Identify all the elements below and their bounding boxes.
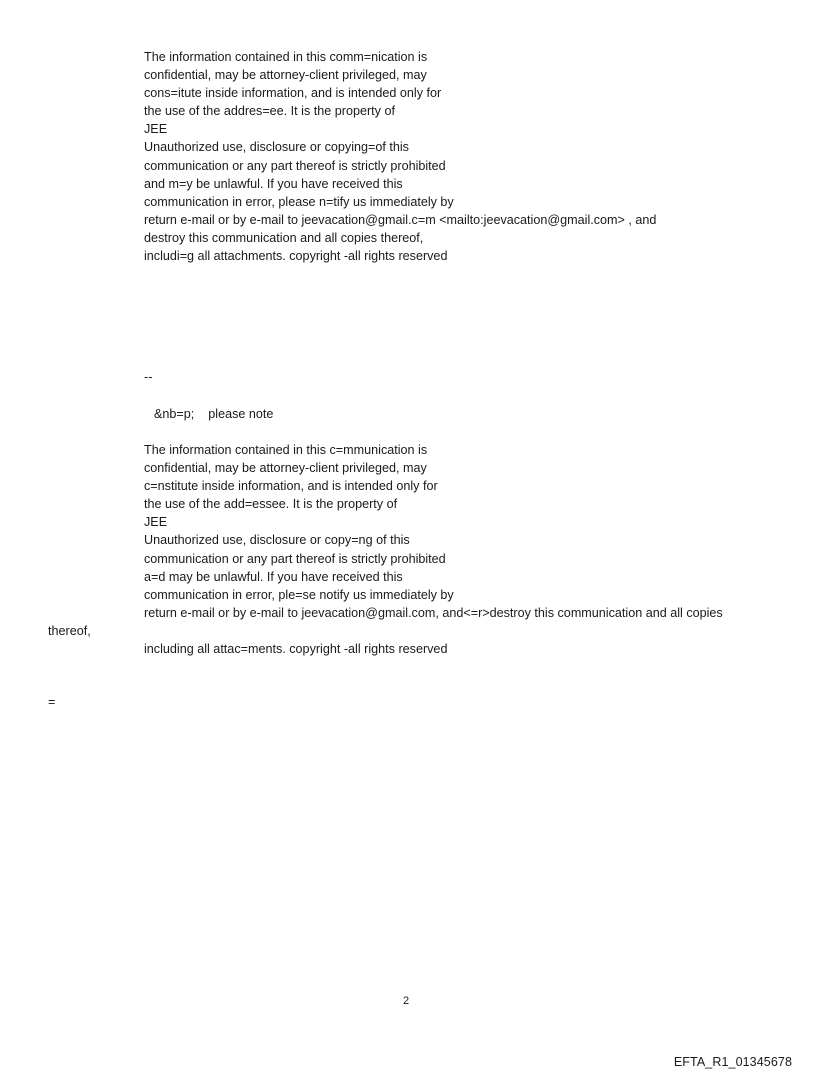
notice1-line: Unauthorized use, disclosure or copying=of this [144,140,409,155]
notice2-line: Unauthorized use, disclosure or copy=ng of this [144,533,410,548]
notice1-line: includi=g all attachments. copyright -all rights reserved [144,249,448,264]
confidentiality-notice-1 [144,48,656,265]
notice1-line: destroy this communication and all copies thereof, [144,230,424,245]
notice2-line: JEE [144,515,168,530]
please-note-line: &nb=p; please note [154,407,274,421]
notice2-line: return e-mail or by e-mail to jeevacation@gmail.com, and<=r>destroy this communication and all copies [144,605,723,620]
notice1-line: cons=itute inside information, and is intended only for [144,86,442,101]
notice2-line: communication or any part thereof is strictly prohibited [144,551,446,566]
notice1-line: the use of the addres=ee. It is the property of [144,104,395,119]
notice1-line: communication in error, please n=tify us immediately by [144,194,454,209]
confidentiality-notice-2 [144,441,723,622]
notice1-line: The information contained in this comm=nication is [144,50,428,64]
notice1-line: confidential, may be attorney-client privileged, may [144,68,427,83]
notice2-line: the use of the add=essee. It is the property of [144,497,398,512]
separator: -- [144,370,153,384]
notice2-line: The information contained in this c=mmunication is [144,443,428,457]
notice2-line: c=nstitute inside information, and is intended only for [144,479,438,494]
notice2-line: a=d may be unlawful. If you have received this [144,569,403,584]
equals-mark: = [48,695,56,709]
document-id: EFTA_R1_01345678 [673,1055,792,1069]
notice2-line: confidential, may be attorney-client privileged, may [144,461,427,476]
notice1-line: and m=y be unlawful. If you have received this [144,176,403,191]
notice2-last-line: including all attac=ments. copyright -all rights reserved [144,642,448,656]
notice1-line: return e-mail or by e-mail to jeevacation@gmail.c=m <mailto:jeevacation@gmail.com> , and [144,212,657,227]
notice1-line: communication or any part thereof is strictly prohibited [144,158,446,173]
page-number: 2 [403,995,410,1007]
notice1-line: JEE [144,122,168,137]
notice2-wrapped-line: thereof, [48,624,91,638]
notice2-line: communication in error, ple=se notify us immediately by [144,587,454,602]
